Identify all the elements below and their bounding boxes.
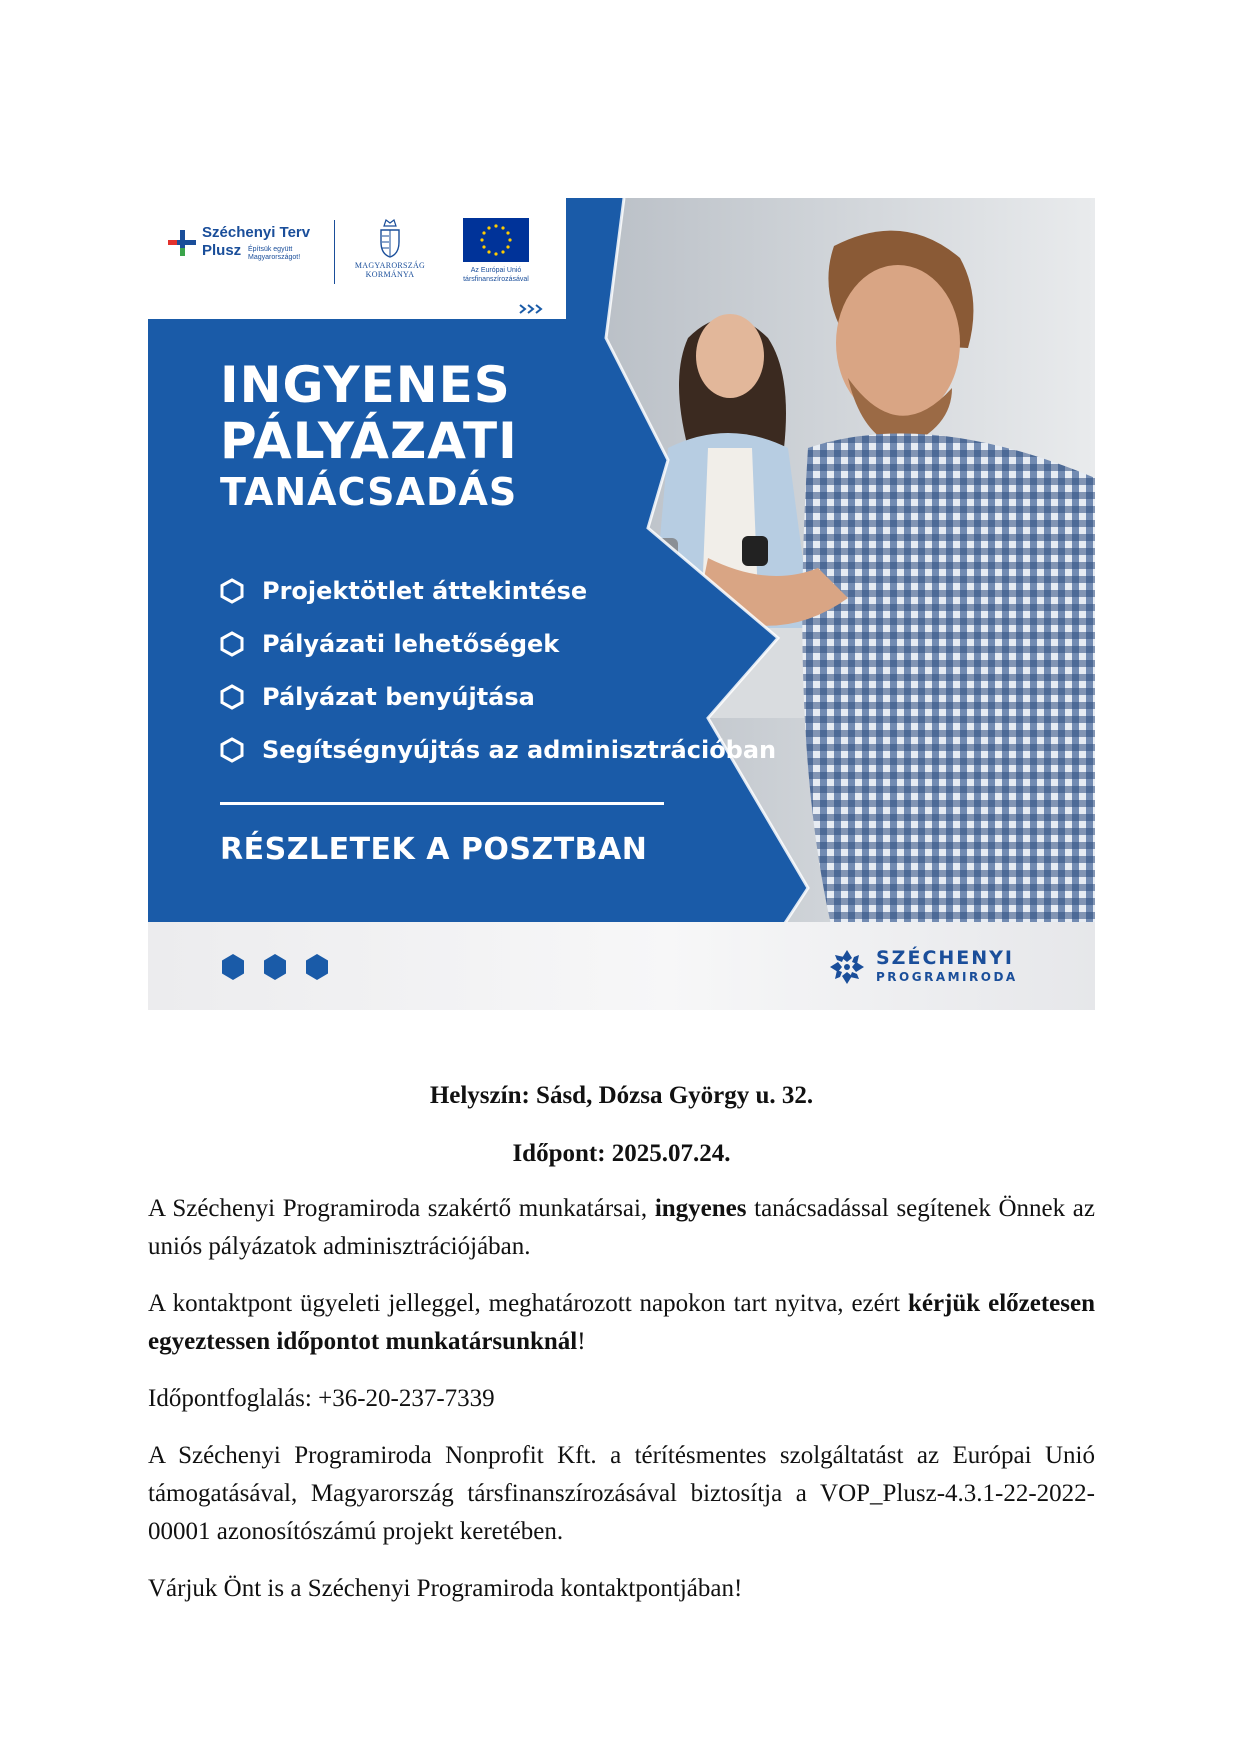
appointment-paragraph	[148, 1285, 1095, 1361]
eu-logo	[444, 218, 548, 308]
list-item-label: Pályázati lehetőségek	[262, 629, 560, 658]
text-run: !	[577, 1328, 586, 1355]
hexagon-icon	[220, 578, 244, 604]
logo-divider	[334, 220, 335, 284]
szechenyi-terv-logo	[168, 224, 311, 284]
hexagon-dots-icon	[220, 952, 330, 982]
text-run: A kontaktpont ügyeleti jelleggel, meghatározott napokon tart nyitva, ezért	[148, 1290, 908, 1317]
flower-emblem-icon	[828, 948, 866, 986]
text-run-bold: ingyenes	[654, 1195, 747, 1222]
list-item	[220, 670, 776, 723]
banner-cta: RÉSZLETEK A POSZTBAN	[220, 832, 648, 867]
list-item-label: Pályázat benyújtása	[262, 682, 535, 711]
plus-cross-icon	[168, 228, 198, 258]
eu-line1: Az Európai Unió	[470, 267, 522, 274]
stp-name-line2: Plusz	[202, 242, 242, 259]
banner-title-line1: INGYENES	[220, 356, 511, 414]
list-item	[220, 617, 776, 670]
text-run: tanácsadással segítenek Önnek az uniós pályázatok adminisztrációjában.	[148, 1195, 1095, 1260]
szp-logo-name: SZÉCHENYI	[876, 947, 1014, 969]
text-run: A Széchenyi Programiroda szakértő munkatársai,	[148, 1195, 655, 1222]
stp-name-line1: Széchenyi Terv	[202, 224, 311, 241]
closing-paragraph: Várjuk Önt is a Széchenyi Programiroda kontaktpontjában!	[148, 1575, 743, 1602]
funding-paragraph: A Széchenyi Programiroda Nonprofit Kft. a térítésmentes szolgáltatást az Európai Unió támogatásával, Magyarország társfinanszírozásával biztosítja a VOP_Plusz-4.3.1-22-2022-00001 azonosítószámú projekt keretében.	[148, 1442, 1095, 1545]
booking-phone: Időpontfoglalás: +36-20-237-7339	[148, 1385, 495, 1412]
intro-paragraph	[148, 1190, 1095, 1266]
banner-title-line2: PÁLYÁZATI	[220, 412, 518, 470]
stp-tagline: Építsük együtt Magyarországot!	[248, 246, 301, 261]
list-item-label: Segítségnyújtás az adminisztrációban	[262, 735, 777, 764]
kormany-line2: KORMÁNYA	[365, 270, 415, 279]
banner-footer	[148, 922, 1095, 1010]
hexagon-icon	[220, 737, 244, 763]
szp-logo-sub: PROGRAMIRODA	[876, 970, 1018, 984]
event-location: Helyszín: Sásd, Dózsa György u. 32.	[429, 1082, 814, 1109]
eu-line2: társfinanszírozásával	[463, 276, 529, 283]
kormany-logo	[348, 218, 432, 298]
list-item-label: Projektötlet áttekintése	[262, 576, 588, 605]
service-list	[220, 564, 776, 776]
partner-logos	[148, 198, 566, 324]
hexagon-icon	[220, 684, 244, 710]
text-run-bold: kérjük előzetesen egyeztessen időpontot munkatársunknál	[148, 1290, 1095, 1355]
coat-of-arms-icon	[378, 218, 402, 258]
list-item	[220, 723, 776, 776]
kormany-line1: MAGYARORSZÁG	[354, 261, 426, 270]
chevrons-icon	[518, 304, 558, 314]
szechenyi-programiroda-logo	[828, 946, 1028, 990]
hexagon-icon	[220, 631, 244, 657]
banner-title-line3: TANÁCSADÁS	[220, 470, 518, 514]
list-item	[220, 564, 776, 617]
event-date: Időpont: 2025.07.24.	[512, 1140, 731, 1167]
promo-banner	[148, 198, 1095, 1010]
banner-divider	[220, 802, 664, 805]
eu-flag-icon	[463, 218, 529, 262]
